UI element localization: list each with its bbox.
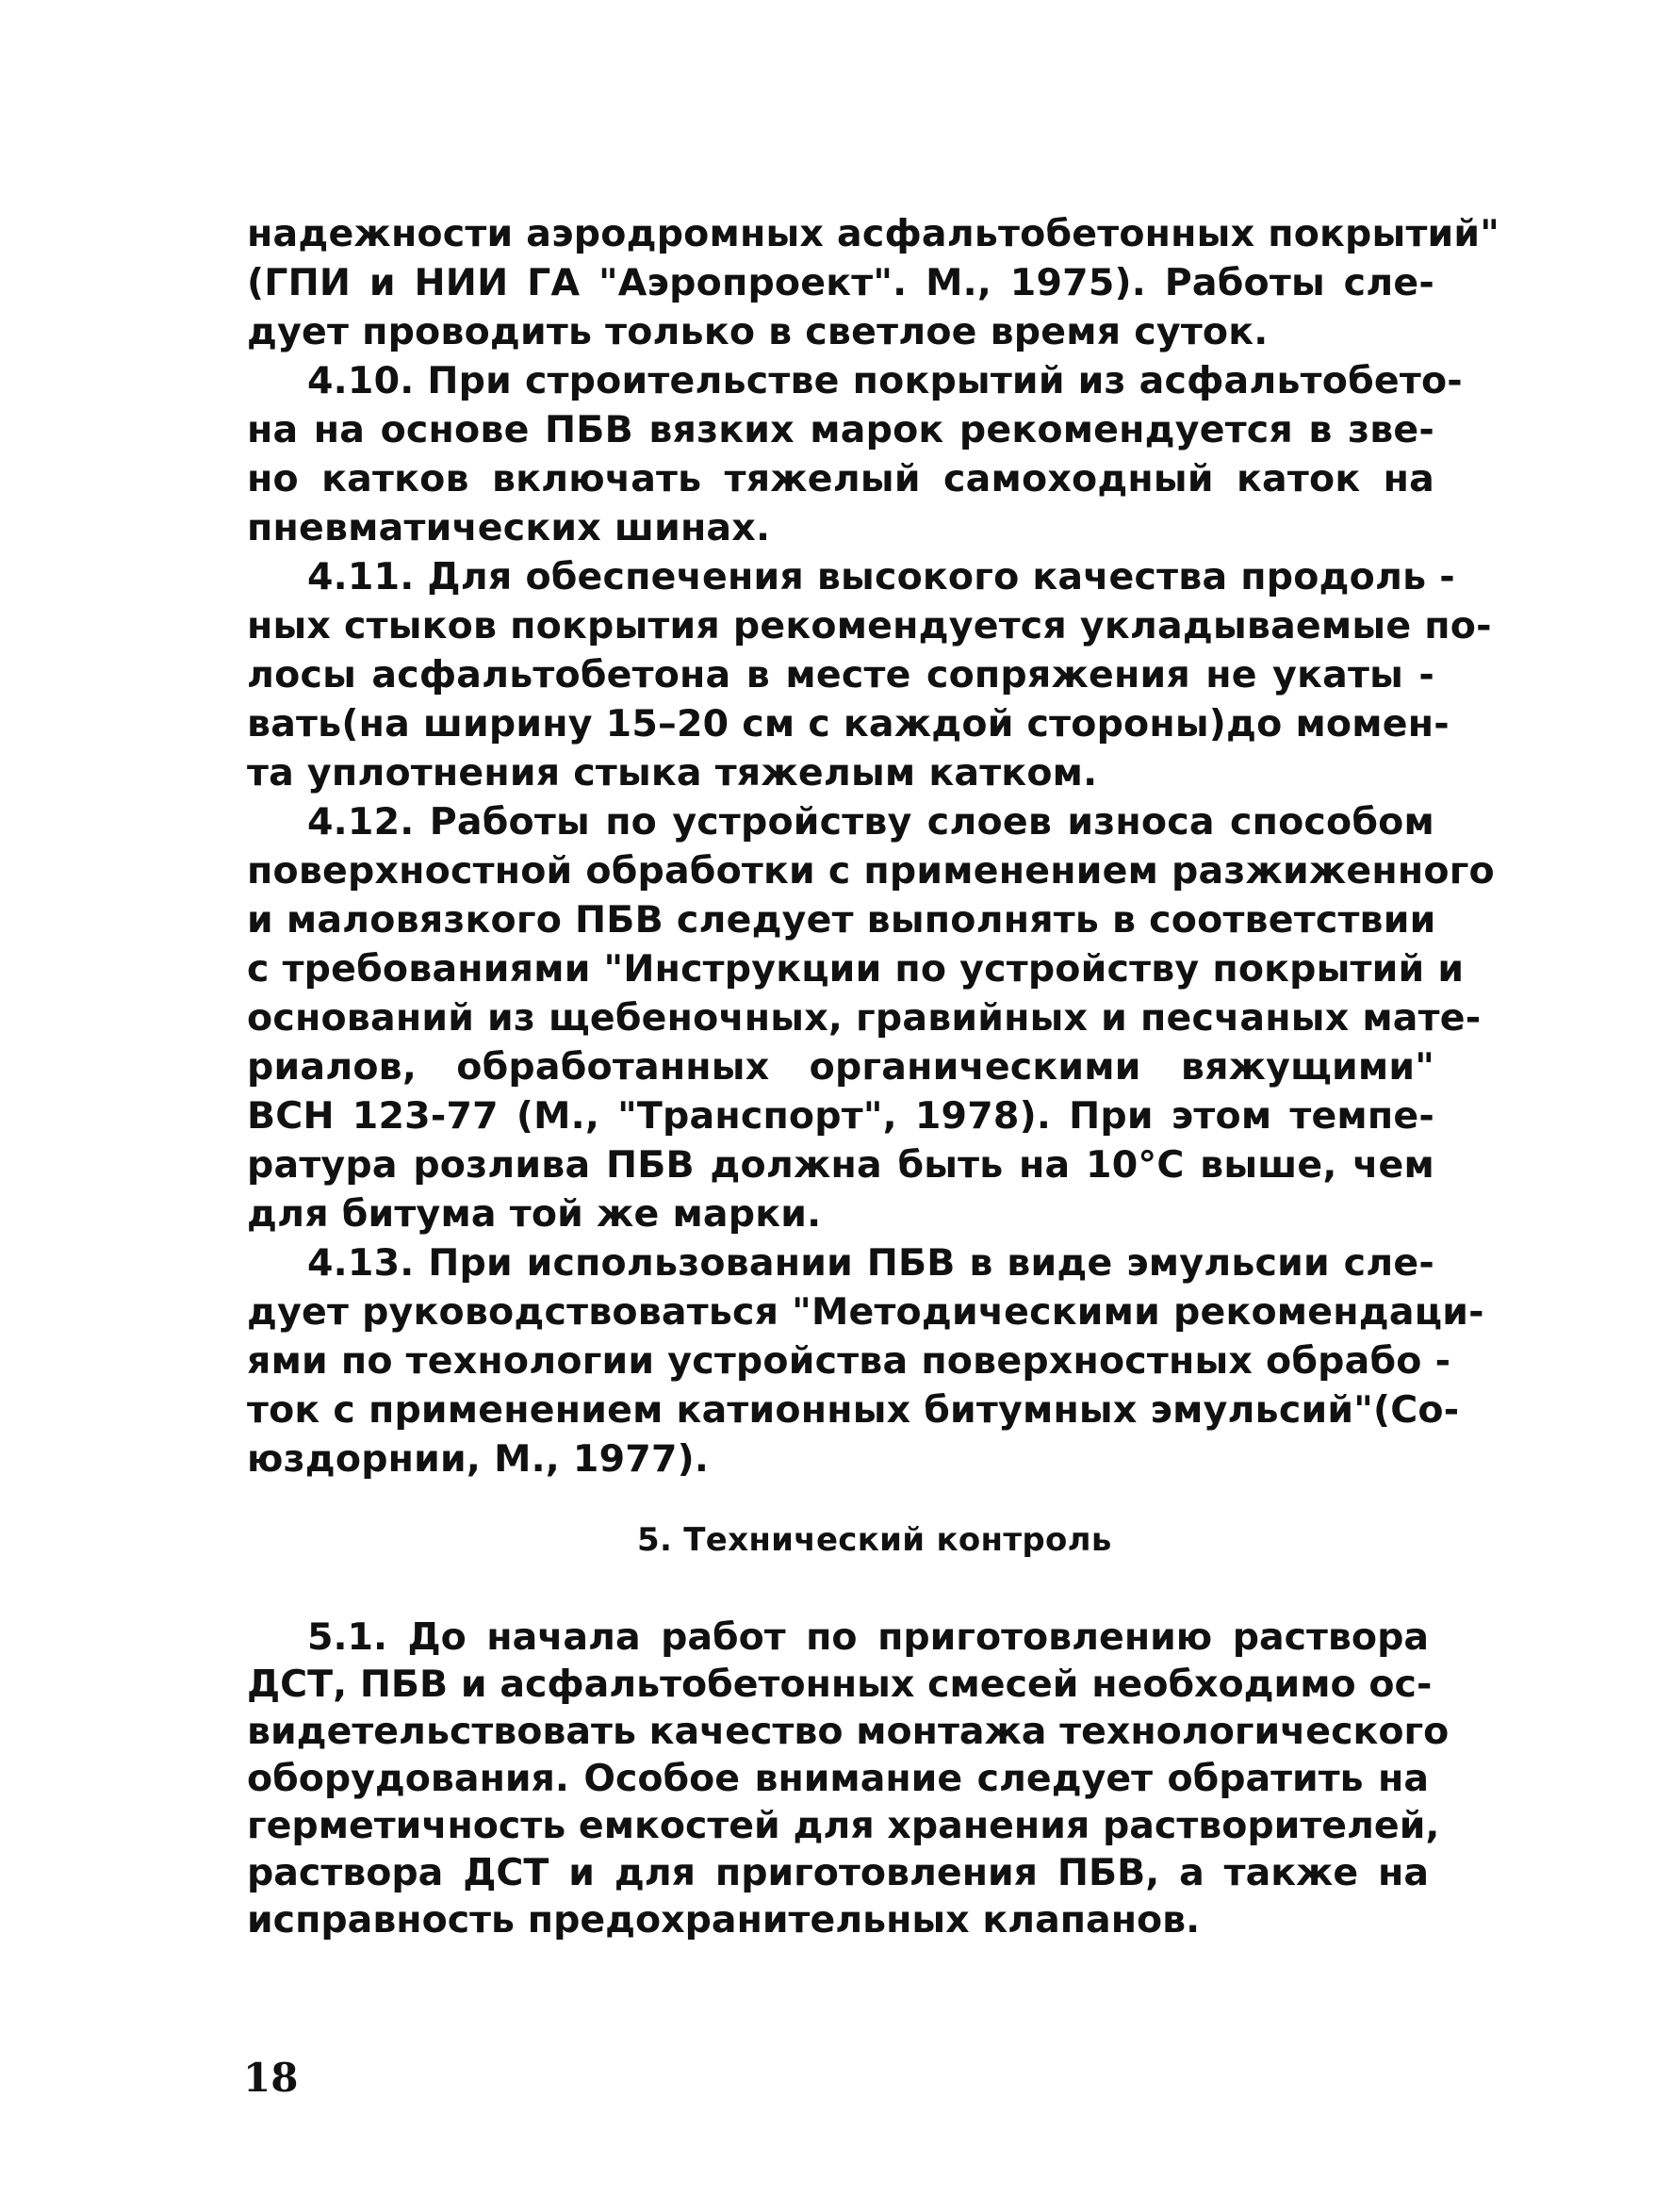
paragraph-5-1: [247, 1614, 1450, 1943]
text-line: пневматических шинах.: [247, 506, 771, 549]
text-line: риалов, обработанных органическими вяжущими": [247, 1045, 1434, 1089]
text-line: юздорнии, М., 1977).: [247, 1437, 710, 1481]
text-line: надежности аэродромных асфальтобетонных покрытий": [247, 212, 1500, 255]
text-line: лосы асфальтобетона в месте сопряжения не укаты -: [247, 653, 1434, 696]
text-line: для битума той же марки.: [247, 1192, 822, 1236]
text-line: и маловязкого ПБВ следует выполнять в соответствии: [247, 898, 1436, 942]
text-line: 5.1. До начала работ по приготовлению раствора: [307, 1615, 1429, 1659]
text-line: видетельствовать качество монтажа технологического: [247, 1710, 1450, 1753]
text-line: исправность предохранительных клапанов.: [247, 1898, 1201, 1942]
text-line: 4.10. При строительстве покрытий из асфальтобето-: [307, 359, 1463, 402]
section-5-body: [247, 1614, 1450, 1943]
text-line: 4.12. Работы по устройству слоев износа способом: [307, 800, 1434, 844]
text-line: та уплотнения стыка тяжелым катком.: [247, 751, 1098, 795]
document-body: [247, 209, 1500, 1483]
paragraph-4-13: [247, 1238, 1484, 1483]
text-line: вать(на ширину 15–20 см с каждой стороны)до момен-: [247, 702, 1450, 746]
text-line: ратура розлива ПБВ должна быть на 10°С выше, чем: [247, 1143, 1434, 1187]
text-line: но катков включать тяжелый самоходный каток на: [247, 457, 1434, 500]
text-line: оборудования. Особое внимание следует обратить на: [247, 1757, 1429, 1800]
text-line: ями по технологии устройства поверхностных обрабо -: [247, 1339, 1451, 1383]
text-line: ВСН 123-77 (М., "Транспорт", 1978). При этом темпе-: [247, 1094, 1434, 1138]
text-line: 4.13. При использовании ПБВ в виде эмульсии сле-: [307, 1241, 1434, 1285]
paragraph-4-11: [247, 552, 1492, 797]
text-line: дует руководствоваться "Методическими рекомендаци-: [247, 1290, 1484, 1334]
text-line: на на основе ПБВ вязких марок рекомендуется в зве-: [247, 408, 1434, 451]
page-number: 18: [243, 2055, 299, 2101]
text-line: ток с применением катионных битумных эмульсий"(Со-: [247, 1388, 1460, 1432]
text-line: дует проводить только в светлое время суток.: [247, 310, 1269, 353]
text-line: ДСТ, ПБВ и асфальтобетонных смесей необходимо ос-: [247, 1663, 1433, 1706]
text-line: оснований из щебеночных, гравийных и песчаных мате-: [247, 996, 1482, 1040]
text-line: раствора ДСТ и для приготовления ПБВ, а также на: [247, 1851, 1429, 1894]
paragraph-continuation: [247, 209, 1500, 356]
text-line: ных стыков покрытия рекомендуется укладываемые по-: [247, 604, 1492, 647]
section-heading: 5. Технический контроль: [637, 1521, 1112, 1559]
text-line: 4.11. Для обеспечения высокого качества продоль -: [307, 555, 1455, 598]
text-line: (ГПИ и НИИ ГА "Аэропроект". М., 1975). Работы сле-: [247, 261, 1434, 304]
text-line: поверхностной обработки с применением разжиженного: [247, 849, 1495, 893]
text-line: герметичность емкостей для хранения растворителей,: [247, 1804, 1440, 1847]
paragraph-4-10: [247, 356, 1463, 552]
paragraph-4-12: [247, 797, 1495, 1238]
text-line: с требованиями "Инструкции по устройству покрытий и: [247, 947, 1465, 991]
